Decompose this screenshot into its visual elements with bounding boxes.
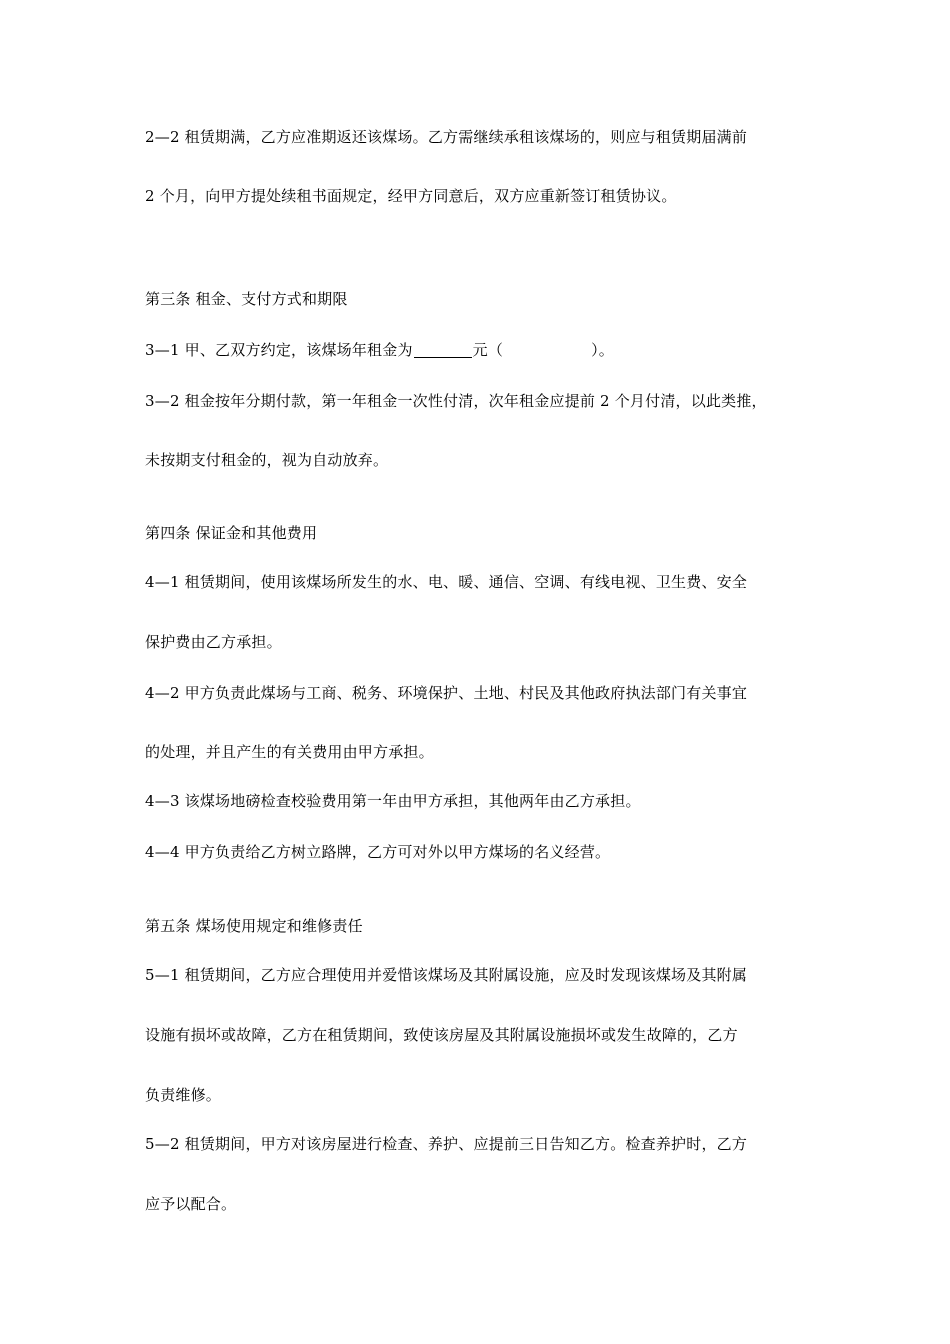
- clause-4-2-line-1: 4—2 甲方负责此煤场与工商、税务、环境保护、土地、村民及其他政府执法部门有关事宜: [145, 684, 748, 702]
- clause-3-1-prefix: 3—1 甲、乙双方约定，该煤场年租金为: [145, 341, 413, 359]
- article-3-heading: 第三条 租金、支付方式和期限: [145, 290, 348, 308]
- clause-5-1-line-1: 5—1 租赁期间，乙方应合理使用并爱惜该煤场及其附属设施，应及时发现该煤场及其附属: [145, 966, 748, 984]
- clause-4-1-line-2: 保护费由乙方承担。: [145, 633, 282, 651]
- clause-2-2-line-2: 2 个月，向甲方提处续租书面规定，经甲方同意后，双方应重新签订租赁协议。: [145, 187, 677, 205]
- clause-5-2-line-1: 5—2 租赁期间，甲方对该房屋进行检查、养护、应提前三日告知乙方。检查养护时，乙方: [145, 1135, 748, 1153]
- clause-5-1-line-2: 设施有损坏或故障，乙方在租赁期间，致使该房屋及其附属设施损坏或发生故障的，乙方: [145, 1026, 738, 1044]
- article-5-heading: 第五条 煤场使用规定和维修责任: [145, 917, 363, 935]
- clause-4-1-line-1: 4—1 租赁期间，使用该煤场所发生的水、电、暖、通信、空调、有线电视、卫生费、安全: [145, 573, 748, 591]
- clause-3-2-line-1: 3—2 租金按年分期付款，第一年租金一次性付清，次年租金应提前 2 个月付清，以此类推，: [145, 392, 767, 410]
- clause-4-4: 4—4 甲方负责给乙方树立路牌，乙方可对外以甲方煤场的名义经营。: [145, 843, 611, 861]
- clause-4-2-line-2: 的处理，并且产生的有关费用由甲方承担。: [145, 743, 434, 761]
- clause-3-1-unit: 元（: [472, 341, 504, 359]
- clause-3-1-suffix: ）。: [591, 341, 614, 359]
- clause-3-1: [145, 340, 614, 360]
- article-4-heading: 第四条 保证金和其他费用: [145, 524, 318, 542]
- clause-4-3: 4—3 该煤场地磅检查校验费用第一年由甲方承担，其他两年由乙方承担。: [145, 792, 641, 810]
- clause-2-2-line-1: 2—2 租赁期满，乙方应准期返还该煤场。乙方需继续承租该煤场的，则应与租赁期届满前: [145, 128, 748, 146]
- clause-3-2-line-2: 未按期支付租金的，视为自动放弃。: [145, 451, 389, 469]
- clause-5-1-line-3: 负责维修。: [145, 1086, 222, 1104]
- clause-5-2-line-2: 应予以配合。: [145, 1195, 237, 1213]
- rent-amount-blank: [414, 343, 472, 358]
